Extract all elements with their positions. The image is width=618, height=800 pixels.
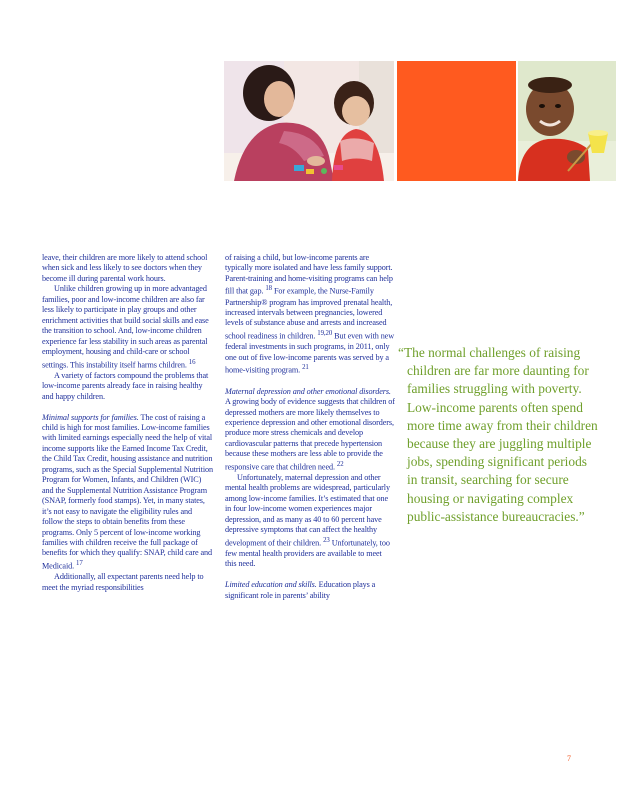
body-paragraph: A variety of factors compound the problems that low-income parents already face in raising healthy and happy children. xyxy=(42,370,209,401)
body-paragraph: Unlike children growing up in more advantaged families, poor and low-income children are also far less likely to participate in play groups and other enrichment activities that build social skills and ease the transition to school. And, low-income children experience far less stability in such areas as parental employment, housing and child-care or school settings. This instability itself harms children. $^{16}$ xyxy=(42,284,209,370)
body-paragraph: Minimal supports for families. The cost of raising a child is high for most families. Low-income families with limited earnings especially need the help of vital income supports like the Earned Income Tax Credit, the Child Tax Credit, housing assistance and nutrition programs, such as the Special Supplemental Nutrition Program for Women, Infants, and Children (WIC) and the Supplemental Nutrition Assistance Program (SNAP, formerly food stamps). Yet, in many states, it’s not easy to navigate the eligibility rules and follow the steps to obtain benefits from these programs. Only 5 percent of low-income working families with children receive the full package of benefits for which they qualify: SNAP, child care and Medicaid. $^{17}$ xyxy=(42,412,214,571)
section-heading: Limited education and skills. xyxy=(225,580,317,590)
body-paragraph: Limited education and skills. Education plays a significant role in parents’ ability xyxy=(225,580,376,600)
pull-quote xyxy=(398,344,598,526)
section-heading: Minimal supports for families. xyxy=(42,412,139,422)
boy-painting-photo xyxy=(518,61,616,181)
text-column-left xyxy=(42,253,214,593)
body-paragraph: leave, their children are more likely to attend school when sick and less likely to see doctors when they become ill during parental work hours. xyxy=(42,253,208,283)
body-paragraph: Unfortunately, maternal depression and other mental health problems are widespread, particularly among low-income families. It’s estimated that one in four low-income women experiences major depression, and as many as 40 to 60 percent have depressive symptoms that can affect the healthy development of their children. $^{23}$ Unfortunately, too few mental health providers are available to meet this need. xyxy=(225,472,390,569)
orange-color-block xyxy=(397,61,516,181)
section-heading: Maternal depression and other emotional disorders. xyxy=(225,386,391,396)
body-paragraph: Additionally, all expectant parents need help to meet the myriad responsibilities xyxy=(42,572,204,592)
mother-daughter-photo xyxy=(224,61,394,181)
body-paragraph: of raising a child, but low-income parents are typically more isolated and have less family support. Parent-training and home-visiting programs can help fill that gap. $^{18}$ For example, the Nurse-Family Partnership® program has improved prenatal health, increased intervals between pregnancies, lowered levels of substance abuse and arrests and increased school readiness in children. $^{19,20}$ But even with new federal investments in such programs, in 2011, only one out of five low-income parents was served by a home-visiting program. $^{21}$ xyxy=(225,253,395,375)
pull-quote-text: “The normal challenges of raising children are far more daunting for families struggling with poverty. Low-income parents often spend more time away from their children because they are juggling multiple jobs, spending significant periods in transit, searching for secure housing or navigating complex public-assistance bureaucracies.” xyxy=(398,345,598,524)
body-paragraph: Maternal depression and other emotional disorders. A growing body of evidence suggests that children of depressed mothers are more likely themselves to experience depression and other emotional disorders, produce more stress chemicals and develop cardiovascular patterns that precede hypertension because these mothers are less able to provide the responsive care that children need. $^{22}$ xyxy=(225,386,395,472)
page-number: 7 xyxy=(567,754,571,763)
text-column-middle xyxy=(225,253,395,601)
